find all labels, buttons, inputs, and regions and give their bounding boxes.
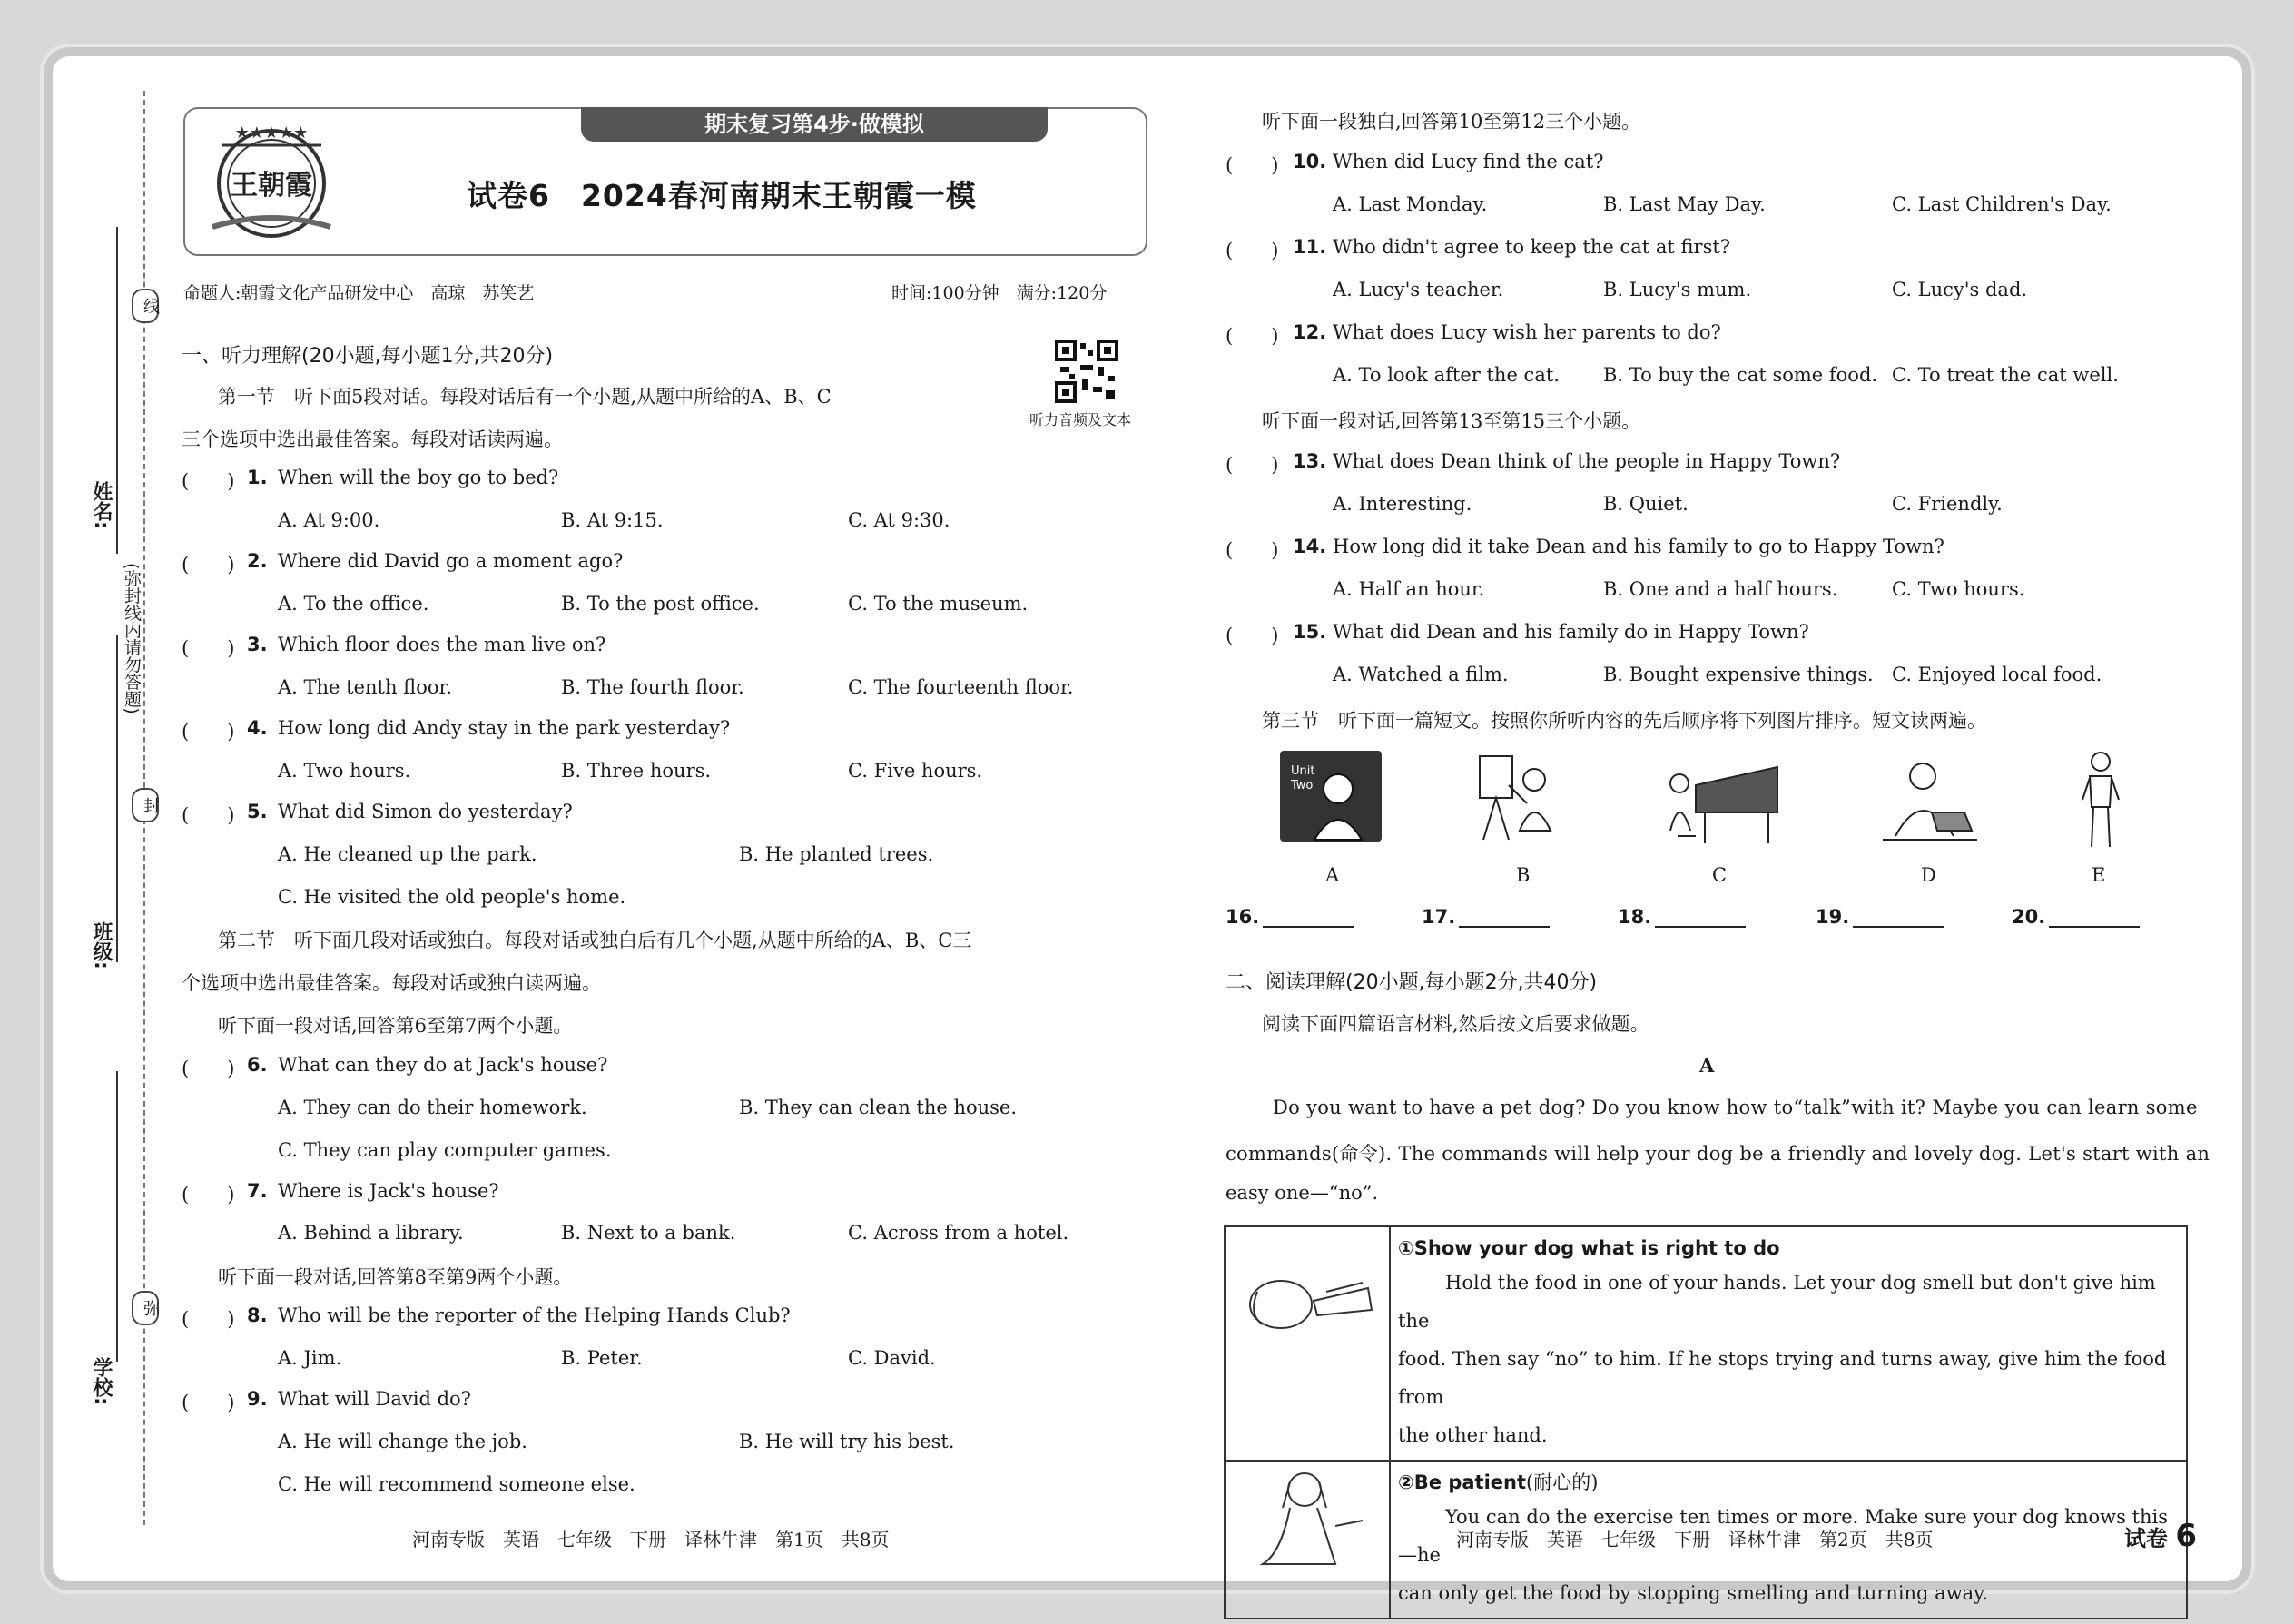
answer-blank-line[interactable] [1263, 906, 1354, 928]
picture-label: D [1921, 864, 1936, 886]
picture-label: B [1516, 864, 1531, 886]
part2-intro: 阅读下面四篇语言材料,然后按文后要求做题。 [1262, 1013, 1649, 1035]
table-row [1225, 1226, 2187, 1461]
answer-bracket[interactable]: ( ) [182, 1184, 235, 1206]
sec3-instruction: 第三节 听下面一篇短文。按照你所听内容的先后顺序将下列图片排序。短文读两遍。 [1262, 710, 1986, 732]
option-c: C. At 9:30. [848, 509, 950, 531]
option-b: B. At 9:15. [561, 509, 664, 531]
answer-bracket[interactable]: ( ) [1226, 454, 1279, 476]
answer-bracket[interactable]: ( ) [182, 804, 235, 826]
option-b: B. Next to a bank. [561, 1222, 736, 1244]
seal-mark-mi: 弥 [132, 1291, 159, 1325]
option-b: B. One and a half hours. [1603, 578, 1838, 600]
answer-blank-item [1816, 906, 1944, 928]
authors: 命题人:朝霞文化产品研发中心 高琼 苏笑艺 [183, 283, 535, 303]
question-text: Which floor does the man live on? [278, 634, 606, 655]
blank-number: 19. [1816, 906, 1850, 928]
question-number: 1. [247, 467, 268, 488]
option-a: A. To look after the cat. [1333, 364, 1560, 386]
name-line [116, 227, 118, 554]
seal-mark-feng: 封 [132, 788, 159, 822]
answer-blank-line[interactable] [1655, 906, 1746, 928]
option-b: B. To the post office. [561, 593, 760, 615]
picture-label: A [1325, 864, 1340, 886]
footer-right: 河南专版 英语 七年级 下册 译林牛津 第2页 共8页 [1456, 1529, 1934, 1550]
table-cell-text [1390, 1226, 2187, 1461]
table-cell-image [1225, 1461, 1390, 1619]
blank-number: 18. [1618, 906, 1652, 928]
answer-bracket[interactable]: ( ) [182, 637, 235, 659]
option-c: C. The fourteenth floor. [848, 676, 1074, 698]
class-label: 班级: [90, 921, 113, 969]
option-a: A. Watched a film. [1333, 664, 1509, 685]
command-2-title-wrap [1398, 1467, 2179, 1498]
picture-a-teacher [1278, 749, 1383, 851]
answer-bracket[interactable]: ( ) [182, 1392, 235, 1413]
intro-10-12: 听下面一段独白,回答第10至第12三个小题。 [1262, 111, 1641, 133]
option-a: A. Half an hour. [1333, 578, 1485, 600]
name-label: 姓名: [90, 481, 113, 529]
answer-blank-line[interactable] [2049, 906, 2140, 928]
answer-bracket[interactable]: ( ) [1226, 625, 1279, 646]
option-a: A. Interesting. [1333, 493, 1472, 515]
option-c: C. To the museum. [848, 593, 1029, 615]
answer-bracket[interactable]: ( ) [182, 721, 235, 743]
option-c: C. Across from a hotel. [848, 1222, 1069, 1244]
svg-text:王朝霞: 王朝霞 [231, 170, 312, 202]
option-b: B. Bought expensive things. [1603, 664, 1874, 685]
option-c: C. Five hours. [848, 760, 983, 782]
sec2-instruction-1: 第二节 听下面几段对话或独白。每段对话或独白后有几个小题,从题中所给的A、B、C三 [218, 930, 972, 951]
question-number: 7. [247, 1180, 268, 1202]
question-number: 14. [1293, 536, 1327, 557]
command-2-line-2: can only get the food by stopping smelling and turning away. [1398, 1582, 1988, 1604]
picture-c-piano [1659, 749, 1783, 851]
sec1-instruction-1: 第一节 听下面5段对话。每段对话后有一个小题,从题中所给的A、B、C [218, 386, 832, 408]
question-number: 12. [1293, 321, 1327, 343]
option-c: C. Last Children's Day. [1892, 193, 2112, 215]
option-b: B. He planted trees. [739, 843, 934, 865]
answer-bracket[interactable]: ( ) [1226, 240, 1279, 261]
option-c: C. He visited the old people's home. [278, 886, 626, 908]
school-label: 学校: [90, 1357, 113, 1405]
question-text: What did Simon do yesterday? [278, 801, 573, 822]
option-a: A. To the office. [278, 593, 429, 615]
question-number: 11. [1293, 236, 1327, 258]
question-text: How long did it take Dean and his family to go to Happy Town? [1333, 536, 1944, 557]
question-text: Where did David go a moment ago? [278, 550, 624, 572]
table-cell-image [1225, 1226, 1390, 1461]
option-c: C. Two hours. [1892, 578, 2025, 600]
sitting-dog-image [1226, 1462, 1388, 1575]
svg-text:★★★★★: ★★★★★ [234, 123, 309, 143]
option-c: C. They can play computer games. [278, 1139, 612, 1161]
option-c: C. David. [848, 1347, 936, 1369]
command-1-line-3: the other hand. [1398, 1424, 1548, 1446]
question-number: 5. [247, 801, 268, 822]
class-line [116, 635, 118, 962]
question-number: 13. [1293, 450, 1327, 472]
question-text: How long did Andy stay in the park yesterday? [278, 717, 731, 739]
blank-number: 16. [1226, 906, 1260, 928]
passage-line-2: commands(命令). The commands will help your dog be a friendly and lovely dog. Let's start with an [1226, 1143, 2210, 1165]
answer-bracket[interactable]: ( ) [182, 1058, 235, 1079]
intro-6-7: 听下面一段对话,回答第6至第7两个小题。 [218, 1015, 573, 1037]
answer-bracket[interactable]: ( ) [1226, 325, 1279, 347]
question-number: 9. [247, 1388, 268, 1410]
blank-number: 17. [1422, 906, 1456, 928]
option-b: B. He will try his best. [739, 1431, 955, 1452]
answer-bracket[interactable]: ( ) [182, 1308, 235, 1330]
option-b: B. Peter. [561, 1347, 643, 1369]
option-b: B. To buy the cat some food. [1603, 364, 1878, 386]
option-a: A. Last Monday. [1333, 193, 1488, 215]
section-a-label: A [1699, 1054, 1715, 1077]
command-1-line-2: food. Then say “no” to him. If he stops trying and turns away, give him the food from [1398, 1348, 2167, 1408]
answer-bracket[interactable]: ( ) [1226, 154, 1279, 176]
answer-blank-item [1226, 906, 1354, 928]
paper-badge-label: 试卷 [2124, 1526, 2168, 1551]
option-c: C. He will recommend someone else. [278, 1473, 635, 1495]
option-a: A. Behind a library. [278, 1222, 464, 1244]
intro-13-15: 听下面一段对话,回答第13至第15三个小题。 [1262, 410, 1641, 432]
command-1-title: ①Show your dog what is right to do [1398, 1237, 1780, 1259]
option-c: C. To treat the cat well. [1892, 364, 2119, 386]
picture-b-painting [1472, 749, 1563, 851]
question-text: What did Dean and his family do in Happy Town? [1333, 621, 1809, 643]
option-a: A. The tenth floor. [278, 676, 452, 698]
option-b: B. Three hours. [561, 760, 712, 782]
passage-line-1: Do you want to have a pet dog? Do you know how to“talk”with it? Maybe you can learn some [1273, 1097, 2198, 1118]
option-a: A. Jim. [278, 1347, 342, 1369]
answer-bracket[interactable]: ( ) [182, 554, 235, 576]
question-number: 15. [1293, 621, 1327, 643]
commands-table [1224, 1225, 2188, 1619]
qr-caption: 听力音频及文本 [1029, 411, 1132, 428]
qr-code-icon[interactable] [1055, 340, 1118, 403]
question-number: 3. [247, 634, 268, 655]
option-a: A. At 9:00. [278, 509, 380, 531]
time-score: 时间:100分钟 满分:120分 [891, 283, 1108, 303]
question-number: 2. [247, 550, 268, 572]
question-number: 6. [247, 1054, 268, 1076]
question-text: Who will be the reporter of the Helping Hands Club? [278, 1304, 791, 1326]
answer-blank-line[interactable] [1853, 906, 1944, 928]
sec1-instruction-2: 三个选项中选出最佳答案。每段对话读两遍。 [182, 428, 563, 450]
intro-8-9: 听下面一段对话,回答第8至第9两个小题。 [218, 1266, 573, 1288]
passage-line-3: easy one—“no”. [1226, 1182, 1379, 1204]
footer-left: 河南专版 英语 七年级 下册 译林牛津 第1页 共8页 [412, 1529, 890, 1550]
seal-note: (弥封线内请勿答题) [122, 563, 142, 714]
question-text: Where is Jack's house? [278, 1180, 499, 1202]
command-2-title: ②Be patient [1398, 1471, 1527, 1493]
header-box [183, 107, 1147, 256]
option-a: A. Two hours. [278, 760, 411, 782]
option-c: C. Friendly. [1892, 493, 2003, 515]
option-c: C. Enjoyed local food. [1892, 664, 2102, 685]
part2-heading: 二、阅读理解(20小题,每小题2分,共40分) [1226, 971, 1598, 994]
option-a: A. Lucy's teacher. [1333, 279, 1504, 300]
question-text: What can they do at Jack's house? [278, 1054, 608, 1076]
option-b: B. Last May Day. [1603, 193, 1766, 215]
question-number: 4. [247, 717, 268, 739]
question-number: 10. [1293, 151, 1327, 172]
picture-label: E [2092, 864, 2106, 886]
option-a: A. He cleaned up the park. [278, 843, 537, 865]
svg-text:Two: Two [1291, 779, 1314, 792]
answer-bracket[interactable]: ( ) [1226, 539, 1279, 561]
picture-d-reading [1877, 749, 1983, 851]
blank-number: 20. [2012, 906, 2046, 928]
svg-text:Unit: Unit [1291, 764, 1315, 778]
question-text: When will the boy go to bed? [278, 467, 559, 488]
picture-label: C [1712, 864, 1728, 886]
option-a: A. They can do their homework. [278, 1097, 587, 1118]
question-text: Who didn't agree to keep the cat at first? [1333, 236, 1731, 258]
answer-blank-item [1618, 906, 1746, 928]
option-b: B. The fourth floor. [561, 676, 744, 698]
command-2-line-1: You can do the exercise ten times or more. Make sure your dog knows this—he [1398, 1506, 2169, 1566]
part1-heading: 一、听力理解(20小题,每小题1分,共20分) [182, 345, 554, 368]
paper-badge-number: 6 [2175, 1518, 2198, 1554]
option-c: C. Lucy's dad. [1892, 279, 2028, 300]
option-b: B. Lucy's mum. [1603, 279, 1752, 300]
answer-blank-item [2012, 906, 2140, 928]
answer-blank-line[interactable] [1459, 906, 1550, 928]
option-b: B. They can clean the house. [739, 1097, 1018, 1118]
dog-hand-image [1226, 1228, 1388, 1377]
picture-e-boy [2079, 749, 2122, 851]
header-tab: 期末复习第4步·做模拟 [581, 107, 1048, 142]
question-text: When did Lucy find the cat? [1333, 151, 1604, 172]
school-line [116, 1071, 118, 1362]
answer-blank-item [1422, 906, 1550, 928]
option-b: B. Quiet. [1603, 493, 1689, 515]
logo-seal-icon [203, 118, 340, 245]
seal-mark-xian: 线 [132, 289, 159, 323]
exam-title: 试卷6 2024春河南期末王朝霞一模 [467, 178, 977, 213]
command-1-line-1: Hold the food in one of your hands. Let your dog smell but don't give him the [1398, 1272, 2156, 1332]
sec2-instruction-2: 个选项中选出最佳答案。每段对话或独白读两遍。 [182, 972, 601, 994]
question-text: What will David do? [278, 1388, 471, 1410]
question-text: What does Dean think of the people in Happy Town? [1333, 450, 1841, 472]
command-2-note: (耐心的) [1526, 1471, 1599, 1493]
answer-bracket[interactable]: ( ) [182, 470, 235, 492]
option-a: A. He will change the job. [278, 1431, 527, 1452]
paper-badge [2124, 1518, 2197, 1554]
question-text: What does Lucy wish her parents to do? [1333, 321, 1721, 343]
question-number: 8. [247, 1304, 268, 1326]
